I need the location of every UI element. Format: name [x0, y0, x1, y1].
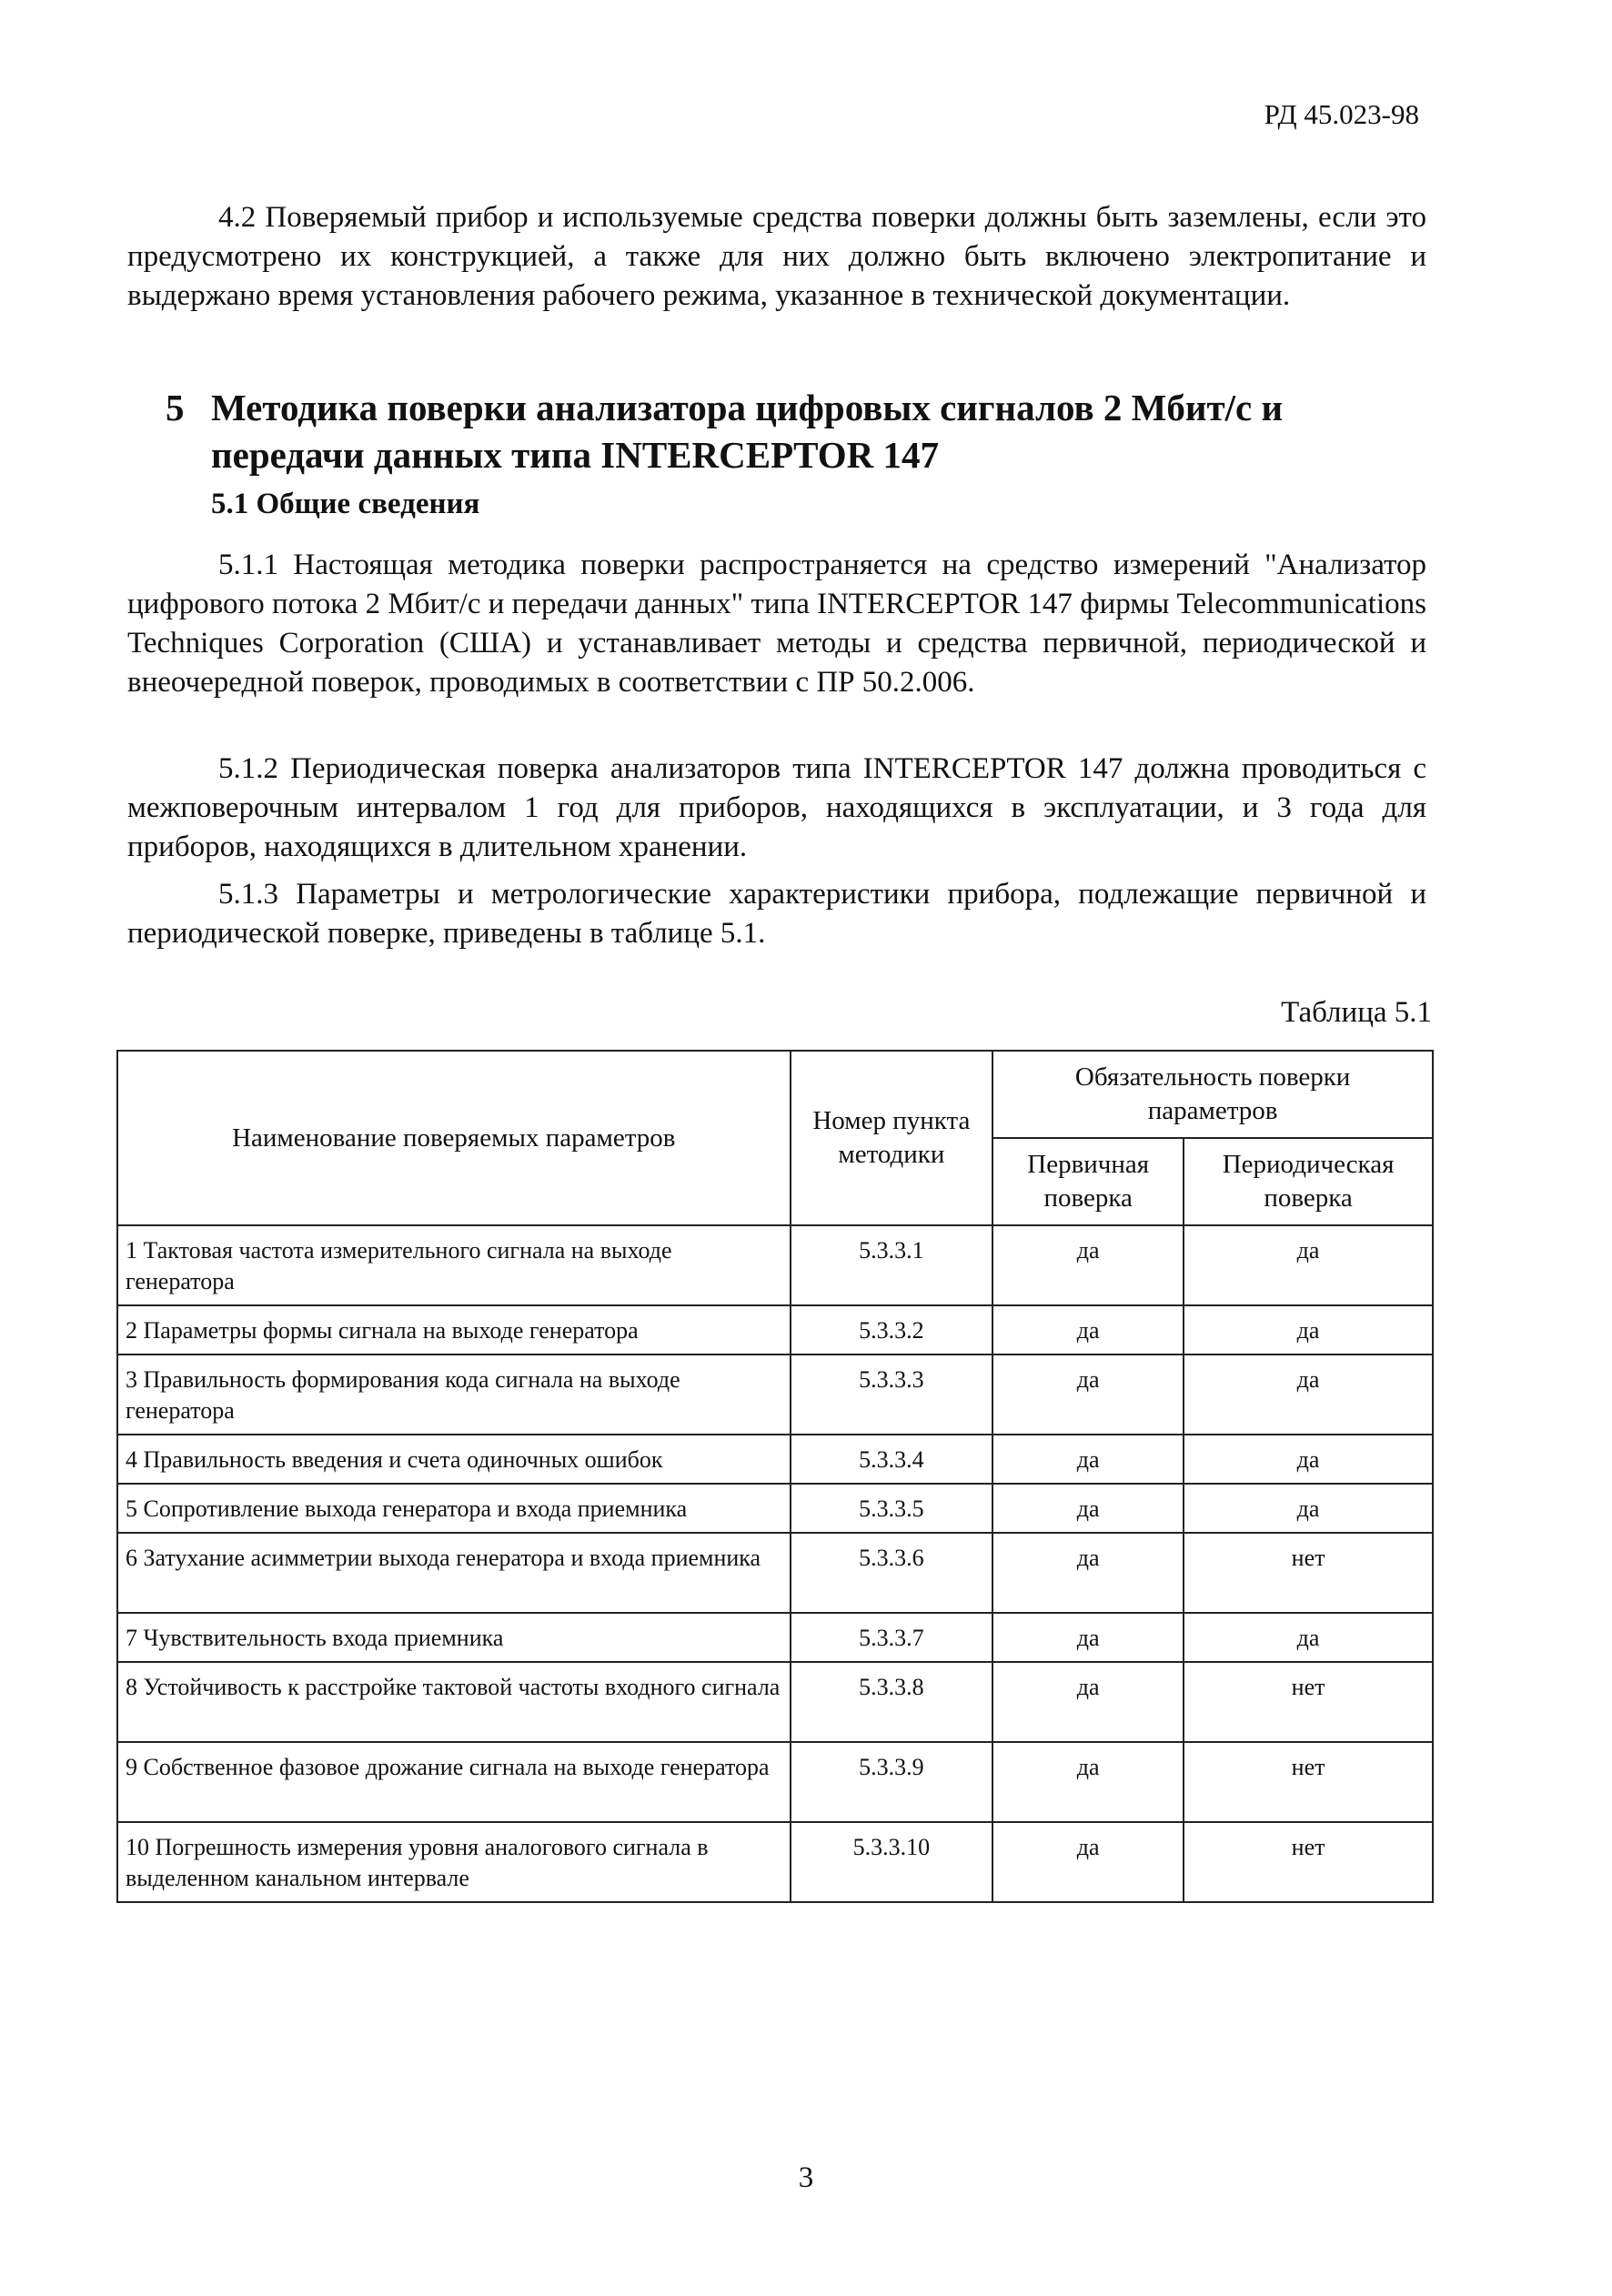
- table-row: [117, 1613, 1433, 1662]
- cell-item: 5.3.3.5: [791, 1484, 993, 1533]
- parameters-table: [116, 1050, 1434, 1903]
- cell-item: 5.3.3.7: [791, 1613, 993, 1662]
- header-obligation: Обязательность поверки параметров: [992, 1051, 1433, 1138]
- cell-item: 5.3.3.8: [791, 1662, 993, 1742]
- cell-periodic: нет: [1184, 1742, 1433, 1822]
- cell-name: 3 Правильность формирования кода сигнала на выходе генератора: [117, 1354, 791, 1435]
- cell-primary: да: [992, 1822, 1184, 1902]
- cell-periodic: да: [1184, 1354, 1433, 1435]
- cell-item: 5.3.3.10: [791, 1822, 993, 1902]
- cell-name: 5 Сопротивление выхода генератора и входа приемника: [117, 1484, 791, 1533]
- section-title: Методика поверки анализатора цифровых сигналов 2 Мбит/с и передачи данных типа INTERCEPTOR 147: [211, 387, 1284, 476]
- paragraph-5-1-1: 5.1.1 Настоящая методика поверки распространяется на средство измерений "Анализатор цифрового потока 2 Мбит/с и передачи данных" типа INTERCEPTOR 147 фирмы Telecommunications Techniques Corporation (США) и устанавливает методы и средства первичной, периодической и внеочередной поверок, проводимых в соответствии с ПР 50.2.006.: [127, 549, 1426, 699]
- cell-periodic: да: [1184, 1305, 1433, 1354]
- cell-name: 9 Собственное фазовое дрожание сигнала на выходе генератора: [117, 1742, 791, 1822]
- cell-item: 5.3.3.6: [791, 1533, 993, 1613]
- subsection-heading: 5.1 Общие сведения: [211, 488, 480, 520]
- cell-name: 4 Правильность введения и счета одиночных ошибок: [117, 1435, 791, 1484]
- cell-name: 7 Чувствительность входа приемника: [117, 1613, 791, 1662]
- header-periodic: Периодическая поверка: [1184, 1138, 1433, 1225]
- cell-item: 5.3.3.9: [791, 1742, 993, 1822]
- table-row: [117, 1305, 1433, 1354]
- cell-periodic: да: [1184, 1484, 1433, 1533]
- cell-name: 1 Тактовая частота измерительного сигнала на выходе генератора: [117, 1225, 791, 1305]
- header-primary: Первичная поверка: [992, 1138, 1184, 1225]
- table-caption: Таблица 5.1: [1281, 996, 1432, 1029]
- cell-name: 2 Параметры формы сигнала на выходе генератора: [117, 1305, 791, 1354]
- cell-primary: да: [992, 1305, 1184, 1354]
- cell-primary: да: [992, 1613, 1184, 1662]
- paragraph-4-2: 4.2 Поверяемый прибор и используемые средства поверки должны быть заземлены, если это предусмотрено их конструкцией, а также для них должно быть включено электропитание и выдержано время установления рабочего режима, указанное в технической документации.: [127, 201, 1426, 312]
- cell-item: 5.3.3.3: [791, 1354, 993, 1435]
- table-row: [117, 1354, 1433, 1435]
- header-parameter-name: Наименование поверяемых параметров: [117, 1051, 791, 1225]
- cell-primary: да: [992, 1484, 1184, 1533]
- cell-item: 5.3.3.1: [791, 1225, 993, 1305]
- section-heading: [166, 384, 1430, 478]
- paragraph-5-1-3: 5.1.3 Параметры и метрологические характеристики прибора, подлежащие первичной и периодической поверке, приведены в таблице 5.1.: [127, 878, 1426, 950]
- cell-periodic: нет: [1184, 1533, 1433, 1613]
- table-row: [117, 1533, 1433, 1613]
- cell-periodic: да: [1184, 1435, 1433, 1484]
- paragraph-5-1-2: 5.1.2 Периодическая поверка анализаторов типа INTERCEPTOR 147 должна проводиться с межповерочным интервалом 1 год для приборов, находящихся в эксплуатации, и 3 года для приборов, находящихся в длительном хранении.: [127, 752, 1426, 863]
- cell-primary: да: [992, 1354, 1184, 1435]
- table-row: [117, 1484, 1433, 1533]
- cell-item: 5.3.3.2: [791, 1305, 993, 1354]
- table-row: [117, 1435, 1433, 1484]
- cell-item: 5.3.3.4: [791, 1435, 993, 1484]
- cell-periodic: нет: [1184, 1662, 1433, 1742]
- cell-primary: да: [992, 1435, 1184, 1484]
- table-row: [117, 1822, 1433, 1902]
- table-row: [117, 1742, 1433, 1822]
- page-number: 3: [798, 2161, 814, 2194]
- cell-primary: да: [992, 1742, 1184, 1822]
- document-code: РД 45.023-98: [1264, 98, 1419, 130]
- cell-name: 10 Погрешность измерения уровня аналогового сигнала в выделенном канальном интервале: [117, 1822, 791, 1902]
- cell-primary: да: [992, 1662, 1184, 1742]
- cell-primary: да: [992, 1225, 1184, 1305]
- cell-name: 8 Устойчивость к расстройке тактовой частоты входного сигнала: [117, 1662, 791, 1742]
- table-row: [117, 1225, 1433, 1305]
- section-number: 5: [166, 387, 185, 428]
- cell-primary: да: [992, 1533, 1184, 1613]
- table-row: [117, 1662, 1433, 1742]
- cell-periodic: нет: [1184, 1822, 1433, 1902]
- cell-periodic: да: [1184, 1613, 1433, 1662]
- cell-name: 6 Затухание асимметрии выхода генератора и входа приемника: [117, 1533, 791, 1613]
- header-item-number: Номер пункта методики: [791, 1051, 993, 1225]
- cell-periodic: да: [1184, 1225, 1433, 1305]
